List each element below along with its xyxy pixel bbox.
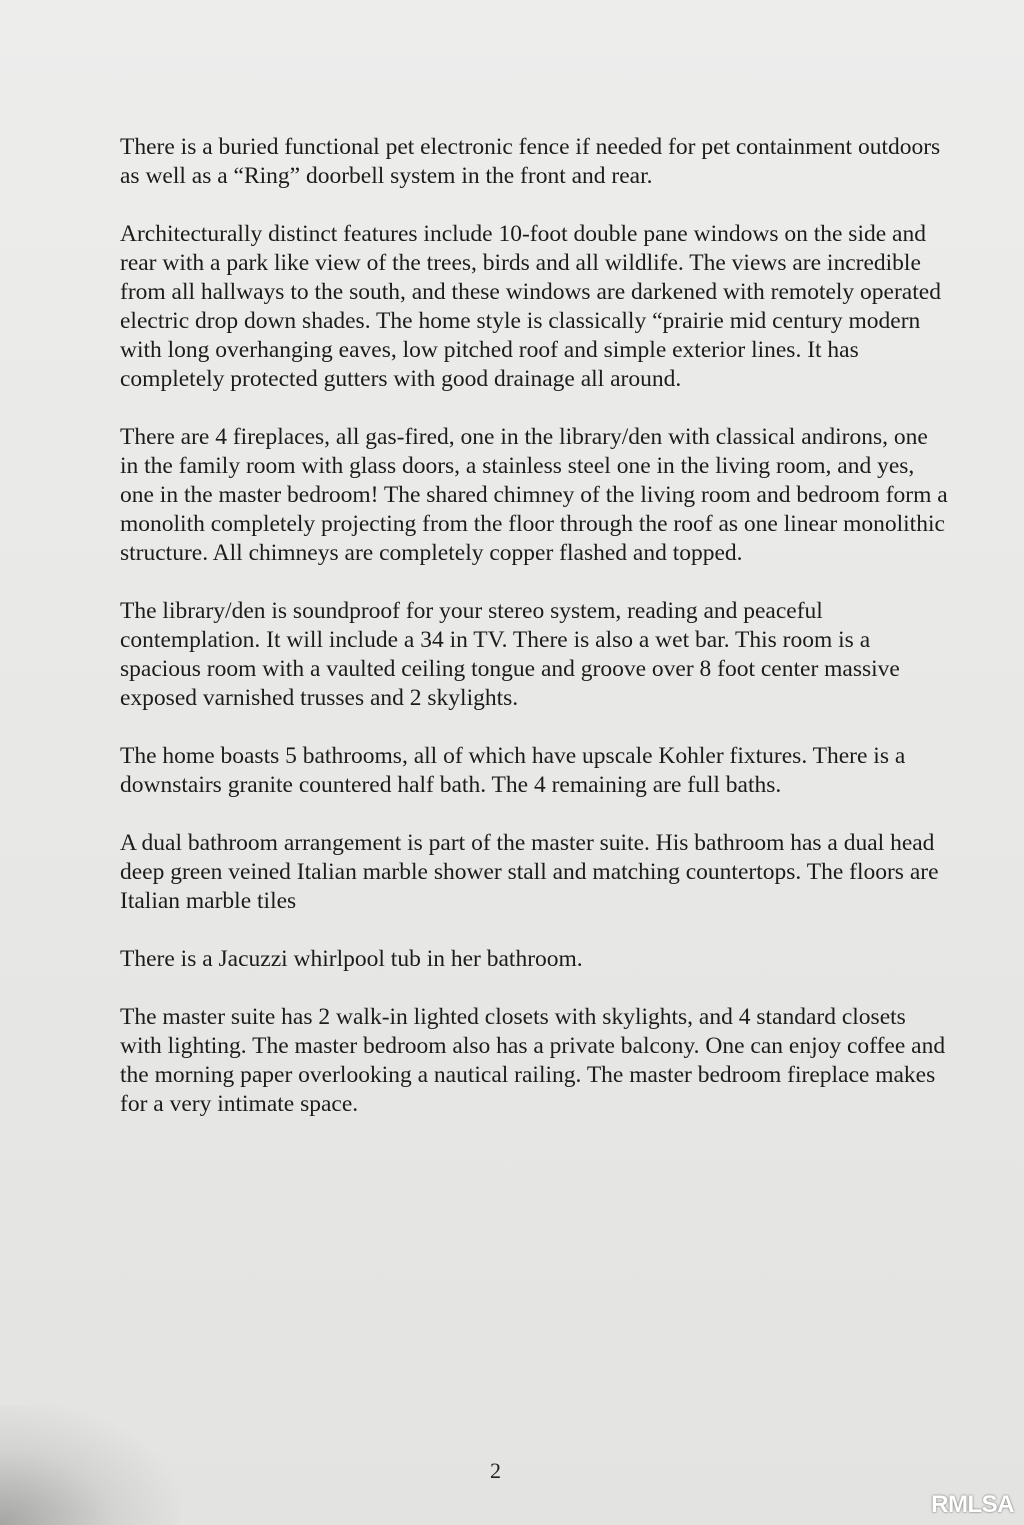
paragraph-architecture: Architecturally distinct features include 10-foot double pane windows on the side and rear with a park like view of the trees, birds and all wildlife. The views are incredible from all hallways to the south, and these windows are darkened with remotely operated electric drop down shades. The home style is classically “prairie mid century modern with long overhanging eaves, low pitched roof and simple exterior lines. It has completely protected gutters with good drainage all around. bbox=[120, 221, 941, 392]
page-number: 2 bbox=[490, 1458, 501, 1483]
paragraph-pet-fence: There is a buried functional pet electronic fence if needed for pet containment outdoors as well as a “Ring” doorbell system in the front and rear. bbox=[120, 134, 941, 189]
watermark-logo: RMLSA bbox=[931, 1491, 1014, 1518]
paragraph-master-bath: A dual bathroom arrangement is part of the master suite. His bathroom has a dual head deep green veined Italian marble shower stall and matching countertops. The floors are Italian marble tiles bbox=[120, 830, 939, 914]
paragraph-library-den: The library/den is soundproof for your stereo system, reading and peaceful contemplation. It will include a 34 in TV. There is also a wet bar. This room is a spacious room with a vaulted ceiling tongue and groove over 8 foot center massive exposed varnished trusses and 2 skylights. bbox=[120, 598, 900, 711]
document-body bbox=[120, 133, 950, 1148]
paragraph-master-suite: The master suite has 2 walk-in lighted closets with skylights, and 4 standard closets with lighting. The master bedroom also has a private balcony. One can enjoy coffee and the morning paper overlooking a nautical railing. The master bedroom fireplace makes for a very intimate space. bbox=[120, 1004, 946, 1117]
paragraph-jacuzzi: There is a Jacuzzi whirlpool tub in her bathroom. bbox=[120, 946, 583, 972]
paragraph-bathrooms: The home boasts 5 bathrooms, all of which have upscale Kohler fixtures. There is a downstairs granite countered half bath. The 4 remaining are full baths. bbox=[120, 743, 906, 798]
paragraph-fireplaces: There are 4 fireplaces, all gas-fired, one in the library/den with classical andirons, one in the family room with glass doors, a stainless steel one in the living room, and yes, one in the master bedroom! The shared chimney of the living room and bedroom form a monolith completely projecting from the floor through the roof as one linear monolithic structure. All chimneys are completely copper flashed and topped. bbox=[120, 424, 948, 566]
